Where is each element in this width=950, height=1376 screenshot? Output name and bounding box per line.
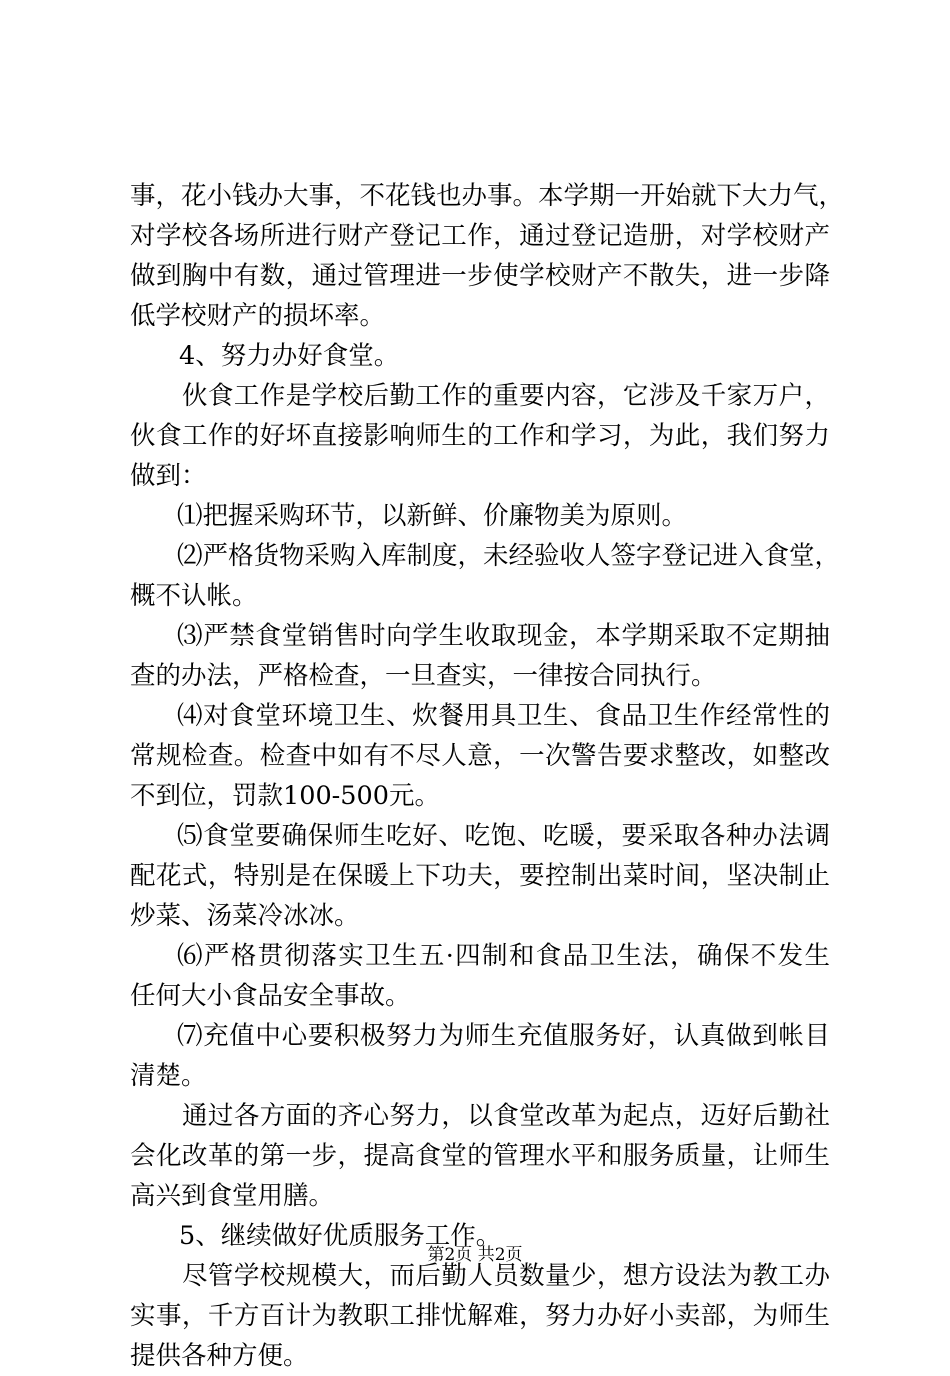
text-line: 对学校各场所进行财产登记工作，通过登记造册，对学校财产 [130,221,830,251]
text-line: 做到： [130,461,207,491]
text-line: 通过各方面的齐心努力，以食堂改革为起点，迈好后勤社 [182,1101,830,1131]
text-line: ⑷对食堂环境卫生、炊餐用具卫生、食品卫生作经常性的 [177,701,830,731]
text-line: 低学校财产的损坏率。 [130,301,386,331]
text-line: ⑺充值中心要积极努力为师生充值服务好，认真做到帐目 [177,1021,830,1051]
text-line: 4、努力办好食堂。 [179,341,400,371]
text-line: ⑶严禁食堂销售时向学生收取现金，本学期采取不定期抽 [177,621,830,651]
text-line: ⑸食堂要确保师生吃好、吃饱、吃暖，要采取各种办法调 [177,821,830,851]
page-footer: 第2页 共2页 [427,1245,523,1265]
text-line: 任何大小食品安全事故。 [130,981,411,1011]
text-line: 提供各种方便。 [130,1341,309,1371]
text-line: 配花式，特别是在保暖上下功夫，要控制出菜时间，坚决制止 [130,861,830,891]
text-line: 炒菜、汤菜冷冰冰。 [130,901,360,931]
text-line: 清楚。 [130,1061,207,1091]
text-line: 事，花小钱办大事，不花钱也办事。本学期一开始就下大力气， [130,181,845,211]
text-line: 实事，千方百计为教职工排忧解难，努力办好小卖部，为师生 [130,1301,830,1331]
text-line: 不到位，罚款100-500元。 [130,781,440,811]
text-line: 查的办法，严格检查，一旦查实，一律按合同执行。 [130,661,717,691]
text-line: ⑵严格货物采购入库制度，未经验收人签字登记进入食堂， [177,541,841,571]
text-line: 5、继续做好优质服务工作。 [179,1221,502,1251]
text-line: 尽管学校规模大，而后勤人员数量少，想方设法为教工办 [182,1261,830,1291]
text-line: 伙食工作是学校后勤工作的重要内容，它涉及千家万户， [182,381,830,411]
text-line: 高兴到食堂用膳。 [130,1181,335,1211]
text-line: 概不认帐。 [130,581,258,611]
text-line: 会化改革的第一步，提高食堂的管理水平和服务质量，让师生 [130,1141,830,1171]
text-line: 做到胸中有数，通过管理进一步使学校财产不散失，进一步降 [130,261,830,291]
text-line: 常规检查。检查中如有不尽人意，一次警告要求整改，如整改 [130,741,830,771]
text-line: ⑴把握采购环节，以新鲜、价廉物美为原则。 [177,501,688,531]
text-line: ⑹严格贯彻落实卫生五·四制和食品卫生法，确保不发生 [177,941,830,971]
document-body [130,176,845,1376]
text-line: 伙食工作的好坏直接影响师生的工作和学习，为此，我们努力 [130,421,830,451]
